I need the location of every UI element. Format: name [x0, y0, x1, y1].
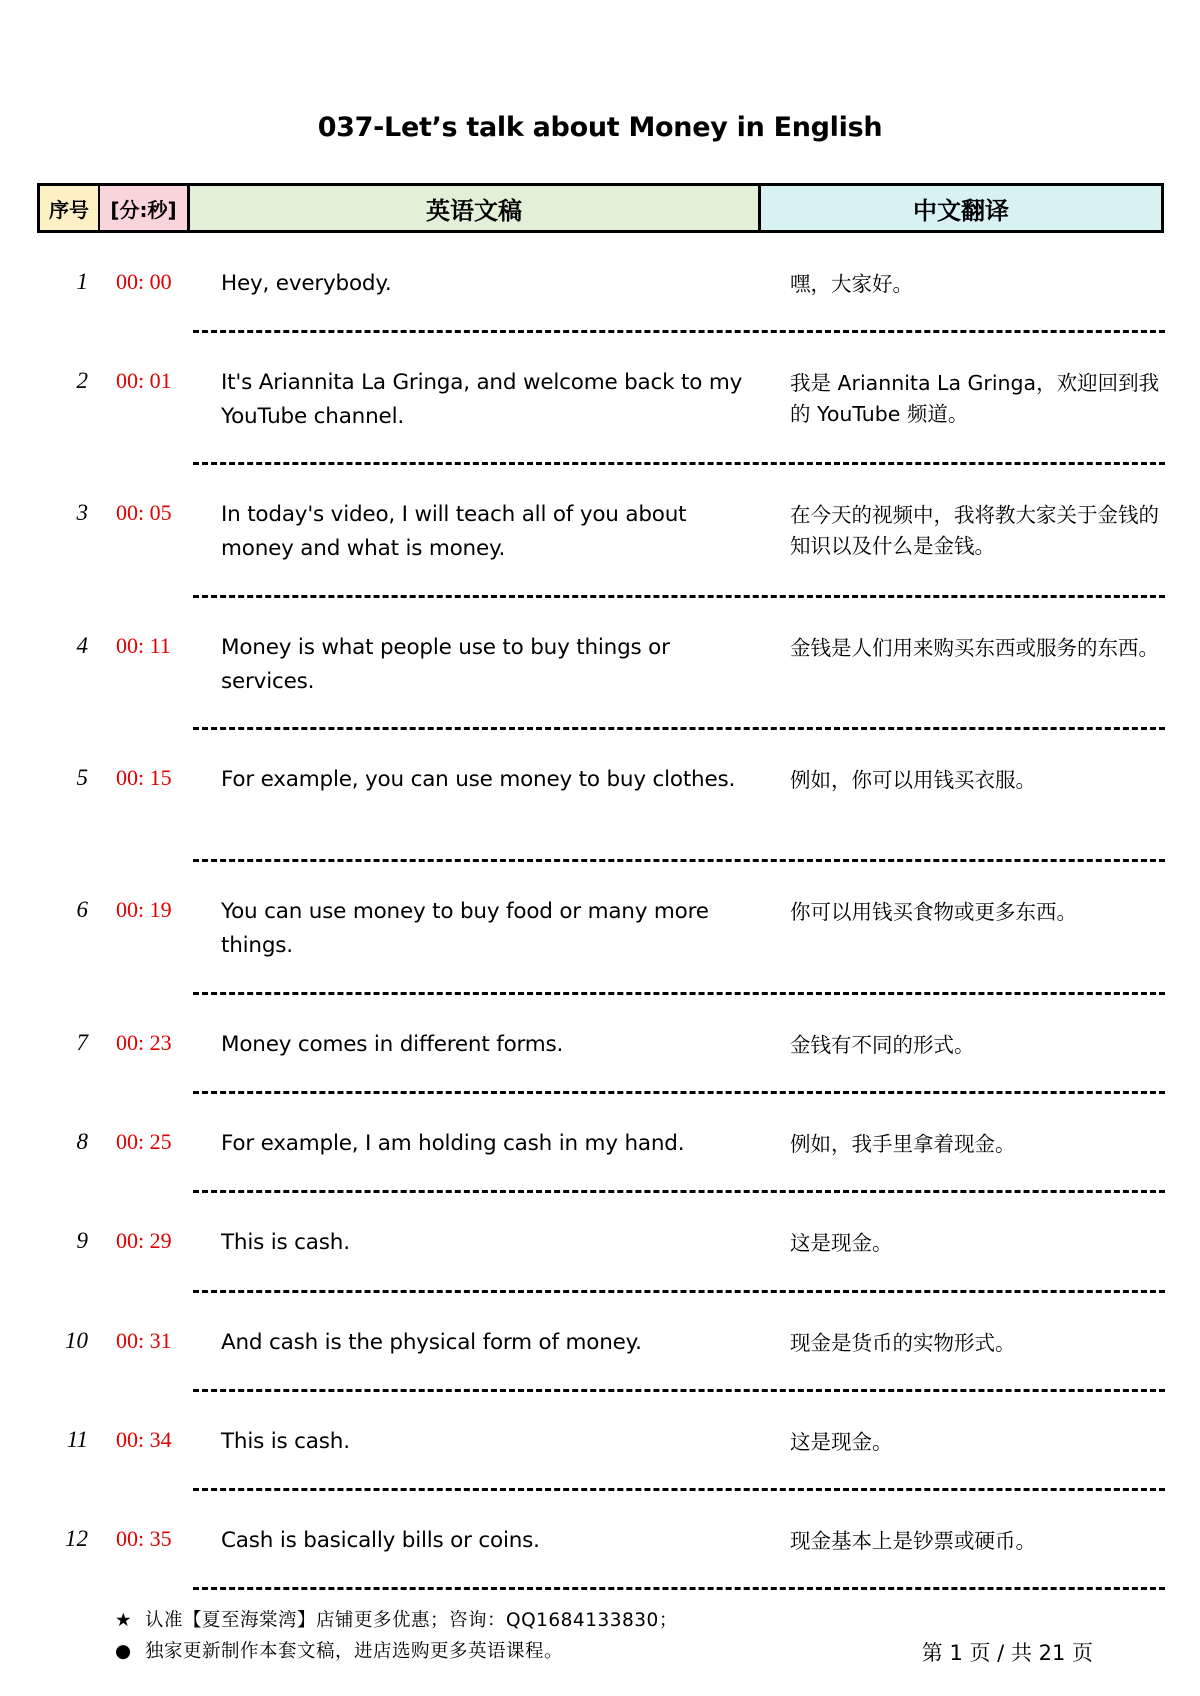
row-english: For example, you can use money to buy clothes.: [221, 767, 736, 792]
row-chinese: 金钱是人们用来购买东西或服务的东西。: [790, 636, 1159, 660]
star-icon: ★: [115, 1610, 133, 1631]
row-chinese: 我是 Ariannita La Gringa，欢迎回到我的 YouTube 频道。: [790, 371, 1160, 426]
table-row: [0, 861, 1200, 994]
row-timestamp: 00: 29: [116, 1228, 172, 1253]
row-timestamp: 00: 23: [116, 1030, 172, 1055]
row-timestamp: 00: 05: [116, 500, 172, 525]
row-chinese: 现金基本上是钞票或硬币。: [790, 1529, 1036, 1553]
bullet-icon: ●: [115, 1641, 132, 1662]
table-header: [37, 183, 1164, 233]
table-row: [0, 332, 1200, 464]
row-timestamp: 00: 34: [116, 1427, 172, 1452]
row-seq: 9: [76, 1228, 88, 1253]
row-seq: 1: [76, 269, 88, 294]
table-row: [0, 994, 1200, 1093]
row-timestamp: 00: 01: [116, 368, 172, 393]
row-english: Money is what people use to buy things or services.: [221, 635, 670, 694]
table-row: [0, 597, 1200, 729]
row-timestamp: 00: 35: [116, 1526, 172, 1551]
row-english: For example, I am holding cash in my hand.: [221, 1131, 685, 1156]
table-row: [0, 1490, 1200, 1589]
row-timestamp: 00: 11: [116, 633, 171, 658]
header-seq: 序号: [40, 186, 100, 230]
row-english: You can use money to buy food or many more things.: [221, 899, 709, 958]
row-chinese: 这是现金。: [790, 1231, 893, 1255]
table-row: [0, 1391, 1200, 1490]
row-seq: 12: [65, 1526, 88, 1551]
header-time: [分:秒]: [100, 186, 190, 230]
row-chinese: 嘿，大家好。: [790, 272, 913, 296]
page-number: 第 1 页 / 共 21 页: [921, 1641, 1093, 1665]
table-row: [0, 1192, 1200, 1292]
row-seq: 4: [76, 633, 88, 658]
table-row: [0, 1292, 1200, 1391]
row-seq: 11: [66, 1427, 88, 1452]
footer-line-1: [115, 1606, 1115, 1632]
row-divider: [193, 1587, 1165, 1590]
table-row: [0, 233, 1200, 332]
row-english: This is cash.: [221, 1429, 350, 1454]
row-seq: 3: [76, 500, 88, 525]
row-chinese: 这是现金。: [790, 1430, 893, 1454]
footer-update-text: 独家更新制作本套文稿，进店选购更多英语课程。: [145, 1641, 564, 1662]
row-seq: 2: [76, 368, 88, 393]
row-seq: 10: [65, 1328, 88, 1353]
header-english: 英语文稿: [190, 186, 761, 230]
row-english: It's Ariannita La Gringa, and welcome back to my YouTube channel.: [221, 370, 743, 429]
row-english: In today's video, I will teach all of you about money and what is money.: [221, 502, 687, 561]
row-chinese: 金钱有不同的形式。: [790, 1033, 975, 1057]
row-seq: 5: [76, 765, 88, 790]
footer-shop-text: 认准【夏至海棠湾】店铺更多优惠；咨询：QQ1684133830；: [145, 1610, 678, 1631]
row-chinese: 例如，我手里拿着现金。: [790, 1132, 1016, 1156]
row-chinese: 例如，你可以用钱买衣服。: [790, 768, 1036, 792]
row-timestamp: 00: 25: [116, 1129, 172, 1154]
row-timestamp: 00: 19: [116, 897, 172, 922]
row-english: Money comes in different forms.: [221, 1032, 564, 1057]
row-chinese: 在今天的视频中，我将教大家关于金钱的知识以及什么是金钱。: [790, 503, 1159, 558]
row-seq: 7: [76, 1030, 88, 1055]
table-row: [0, 729, 1200, 861]
table-row: [0, 464, 1200, 597]
row-chinese: 现金是货币的实物形式。: [790, 1331, 1016, 1355]
table-row: [0, 1093, 1200, 1192]
row-timestamp: 00: 31: [116, 1328, 172, 1353]
row-seq: 6: [76, 897, 88, 922]
row-seq: 8: [76, 1129, 88, 1154]
row-timestamp: 00: 00: [116, 269, 172, 294]
row-english: And cash is the physical form of money.: [221, 1330, 642, 1355]
row-english: This is cash.: [221, 1230, 350, 1255]
row-english: Cash is basically bills or coins.: [221, 1528, 540, 1553]
document-title: 037-Let’s talk about Money in English: [317, 112, 883, 143]
row-english: Hey, everybody.: [221, 271, 392, 296]
row-timestamp: 00: 15: [116, 765, 172, 790]
row-chinese: 你可以用钱买食物或更多东西。: [790, 900, 1077, 924]
header-chinese: 中文翻译: [761, 186, 1161, 230]
